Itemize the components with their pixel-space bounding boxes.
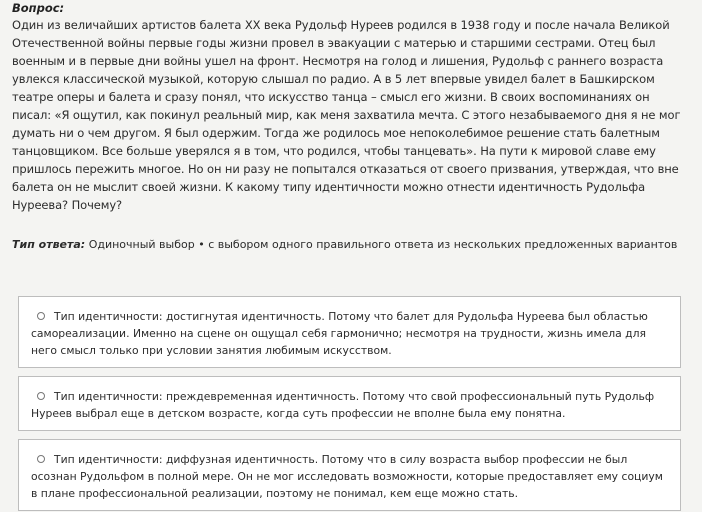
question-text: Один из величайших артистов балета XX века Рудольф Нуреев родился в 1938 году и после начала Великой Отечественной войны первые годы жизни провел в эвакуации с матерью и старшими сестрами. Отец был военным и в первые дни войны ушел на фронт. Несмотря на голод и лишения, Рудольф с раннего возраста увлекся классической музыкой, которую слышал по радио. А в 5 лет впервые увидел балет в Башкирском театре оперы и балета и сразу понял, что искусство танца – смысл его жизни. В своих воспоминаниях он писал: «Я ощутил, как покинул реальный мир, как меня захватила мечта. С этого незабываемого дня я не мог думать ни о чем другом. Я был одержим. Тогда же родилось мое непоколебимое решение стать балетным танцовщиком. Все больше уверялся я в том, что родился, чтобы танцевать». На пути к мировой славе ему пришлось пережить многое. Но он ни разу не попытался отказаться от своего призвания, утверждая, что вне балета он не мыслит своей жизни. К какому типу идентичности можно отнести идентичность Рудольфа Нуреева? Почему? <box>12 18 681 212</box>
radio-button-icon[interactable] <box>37 392 45 400</box>
answer-option-2[interactable] <box>18 376 681 431</box>
answer-type-label: Тип ответа: <box>12 238 86 251</box>
question-label: Вопрос: <box>12 1 65 15</box>
answer-option-text: Тип идентичности: достигнутая идентичность. Потому что балет для Рудольфа Нуреева был областью самореализации. Именно на сцене он ощущал себя гармонично; несмотря на трудности, жизнь имела для него смысл только при условии занятия любимым искусством. <box>31 310 648 357</box>
answer-type-value: Одиночный выбор • с выбором одного правильного ответа из нескольких предложенных вариантов <box>88 238 678 251</box>
answer-option-text: Тип идентичности: диффузная идентичность. Потому что в силу возраста выбор профессии не был осознан Рудольфом в полной мере. Он не мог исследовать возможности, которые предоставляет ему социум в плане профессиональной реализации, поэтому не понимал, кем еще можно стать. <box>31 453 663 500</box>
answer-type <box>12 238 690 252</box>
answer-options <box>18 296 681 511</box>
answer-option-text: Тип идентичности: преждевременная идентичность. Потому что свой профессиональный путь Рудольф Нуреев выбрал еще в детском возрасте, когда суть профессии не вполне была ему понятна. <box>31 390 655 420</box>
radio-button-icon[interactable] <box>37 455 45 463</box>
answer-option-3[interactable] <box>18 439 681 511</box>
radio-button-icon[interactable] <box>37 312 45 320</box>
answer-option-1[interactable] <box>18 296 681 368</box>
